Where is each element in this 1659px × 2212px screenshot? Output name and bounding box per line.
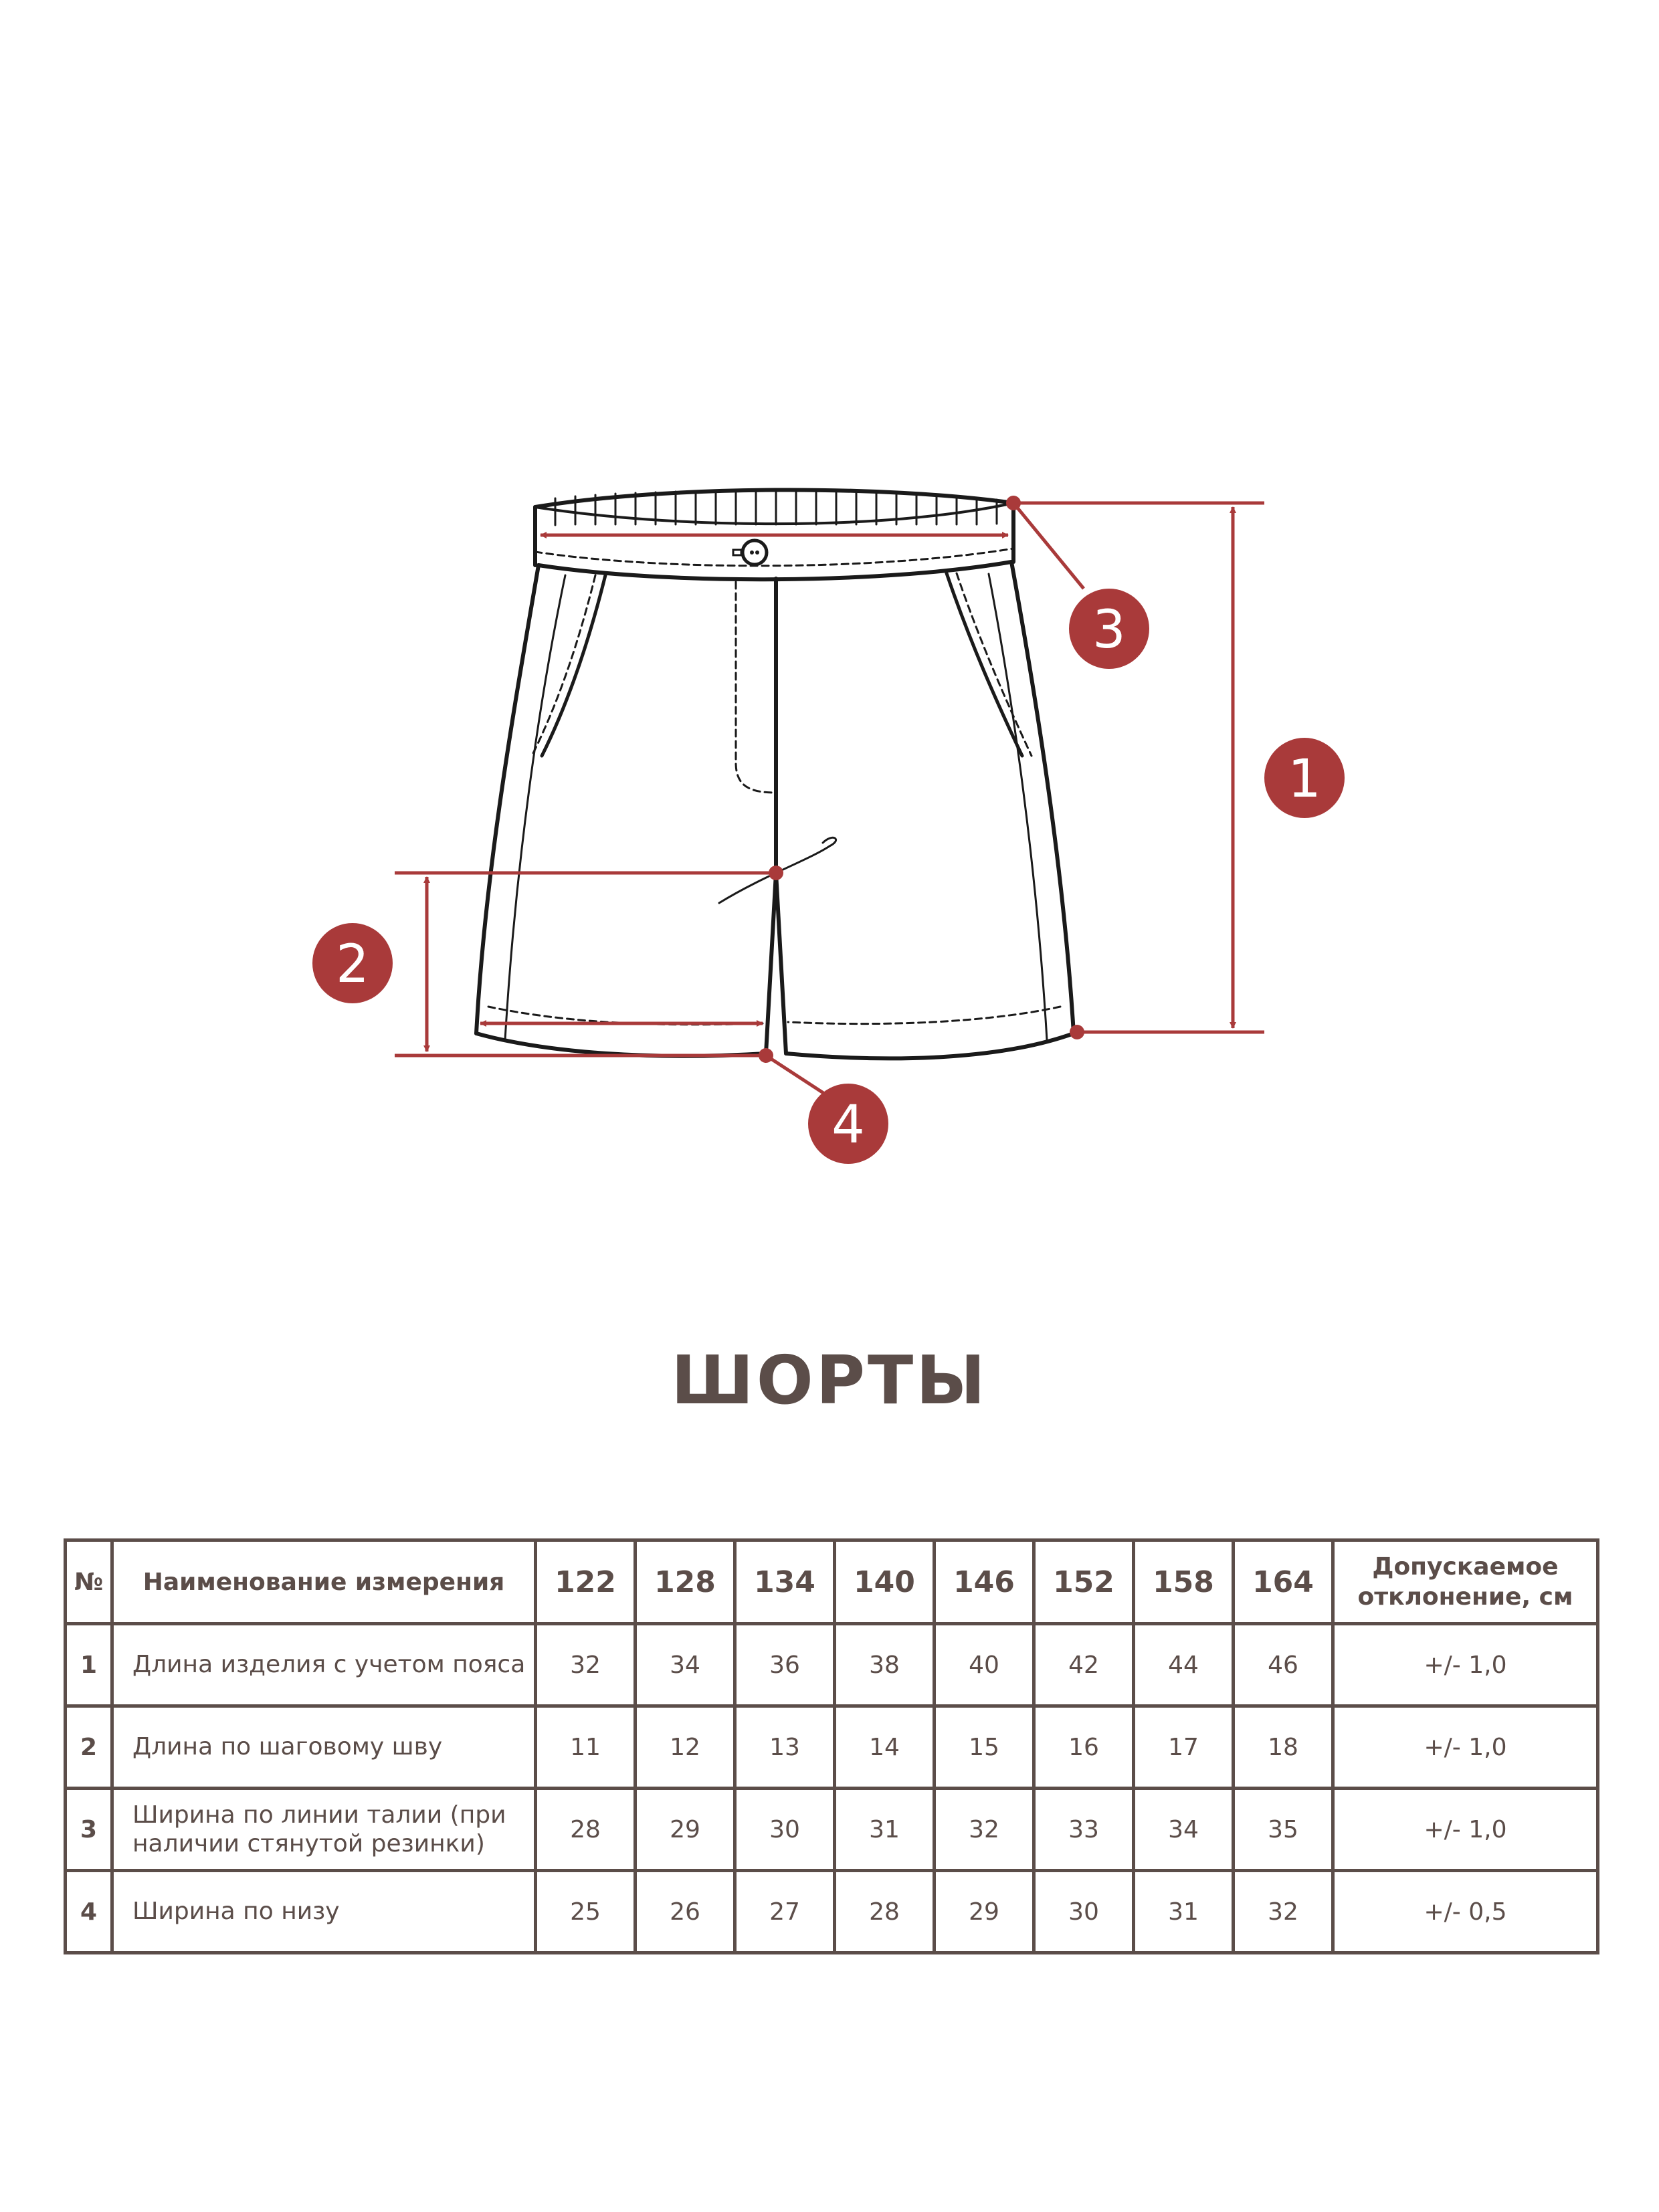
header-size: 122 xyxy=(536,1540,636,1624)
left-pocket xyxy=(542,575,605,756)
measurement-name: Ширина по низу xyxy=(112,1871,536,1953)
shorts-illustration xyxy=(476,490,1074,1058)
row-number: 3 xyxy=(66,1789,112,1871)
svg-text:2: 2 xyxy=(336,934,369,995)
row-number: 2 xyxy=(66,1706,112,1789)
size-value: 44 xyxy=(1134,1624,1234,1706)
svg-text:1: 1 xyxy=(1288,749,1321,809)
header-tolerance: Допускаемое отклонение, см xyxy=(1333,1540,1598,1624)
waist-button-icon xyxy=(733,540,767,565)
size-value: 26 xyxy=(636,1871,735,1953)
size-value: 30 xyxy=(735,1789,835,1871)
left-inseam xyxy=(766,873,776,1053)
table-row xyxy=(66,1706,1598,1789)
svg-text:4: 4 xyxy=(832,1095,865,1155)
left-hem xyxy=(476,1033,766,1056)
right-hem xyxy=(786,1033,1074,1058)
size-value: 29 xyxy=(636,1789,735,1871)
measurement-badge-1 xyxy=(1264,738,1345,818)
table-row xyxy=(66,1871,1598,1953)
size-value: 32 xyxy=(1234,1871,1333,1953)
size-value: 46 xyxy=(1234,1624,1333,1706)
table-row xyxy=(66,1624,1598,1706)
header-num: № xyxy=(66,1540,112,1624)
size-value: 27 xyxy=(735,1871,835,1953)
size-value: 17 xyxy=(1134,1706,1234,1789)
size-value: 30 xyxy=(1034,1871,1134,1953)
size-value: 31 xyxy=(1134,1871,1234,1953)
measurement-lines xyxy=(395,503,1264,1097)
size-value: 32 xyxy=(935,1789,1034,1871)
size-value: 28 xyxy=(835,1871,935,1953)
size-value: 18 xyxy=(1234,1706,1333,1789)
header-size: 152 xyxy=(1034,1540,1134,1624)
header-size: 134 xyxy=(735,1540,835,1624)
size-value: 33 xyxy=(1034,1789,1134,1871)
m3-leader xyxy=(1013,503,1084,589)
measurement-badge-3 xyxy=(1069,589,1149,669)
measurement-name: Длина изделия с учетом пояса xyxy=(112,1624,536,1706)
measurement-badge-2 xyxy=(312,923,393,1003)
header-size: 140 xyxy=(835,1540,935,1624)
header-size: 146 xyxy=(935,1540,1034,1624)
size-value: 12 xyxy=(636,1706,735,1789)
size-value: 28 xyxy=(536,1789,636,1871)
size-value: 42 xyxy=(1034,1624,1134,1706)
size-value: 35 xyxy=(1234,1789,1333,1871)
size-value: 14 xyxy=(835,1706,935,1789)
row-number: 1 xyxy=(66,1624,112,1706)
page-title: ШОРТЫ xyxy=(671,1341,988,1419)
tolerance-value: +/- 1,0 xyxy=(1333,1706,1598,1789)
fly-stitch xyxy=(736,582,776,793)
measurement-badge-4 xyxy=(808,1084,888,1164)
table-row xyxy=(66,1789,1598,1871)
size-value: 16 xyxy=(1034,1706,1134,1789)
table-header-row xyxy=(66,1540,1598,1624)
tolerance-value: +/- 1,0 xyxy=(1333,1789,1598,1871)
size-value: 15 xyxy=(935,1706,1034,1789)
left-side-seam xyxy=(476,565,539,1033)
waistband-top xyxy=(535,490,1013,507)
size-value: 36 xyxy=(735,1624,835,1706)
tolerance-value: +/- 0,5 xyxy=(1333,1871,1598,1953)
size-value: 34 xyxy=(636,1624,735,1706)
row-number: 4 xyxy=(66,1871,112,1953)
waistband-top-back xyxy=(535,503,1013,524)
header-name: Наименование измерения xyxy=(112,1540,536,1624)
measurement-name: Ширина по линии талии (при наличии стянутой резинки) xyxy=(112,1789,536,1871)
waistband-bottom xyxy=(539,562,1011,579)
right-pocket xyxy=(947,573,1022,756)
size-value: 29 xyxy=(935,1871,1034,1953)
svg-text:3: 3 xyxy=(1092,600,1126,660)
size-value: 38 xyxy=(835,1624,935,1706)
header-size: 164 xyxy=(1234,1540,1333,1624)
tolerance-value: +/- 1,0 xyxy=(1333,1624,1598,1706)
size-value: 34 xyxy=(1134,1789,1234,1871)
m4-leader xyxy=(766,1055,830,1097)
size-value: 25 xyxy=(536,1871,636,1953)
header-size: 158 xyxy=(1134,1540,1234,1624)
size-value: 40 xyxy=(935,1624,1034,1706)
right-inseam xyxy=(776,873,786,1053)
size-value: 13 xyxy=(735,1706,835,1789)
size-value: 32 xyxy=(536,1624,636,1706)
size-value: 11 xyxy=(536,1706,636,1789)
size-value: 31 xyxy=(835,1789,935,1871)
size-chart-table xyxy=(64,1538,1599,1954)
right-side-seam xyxy=(1011,562,1074,1033)
measurement-name: Длина по шаговому шву xyxy=(112,1706,536,1789)
header-size: 128 xyxy=(636,1540,735,1624)
